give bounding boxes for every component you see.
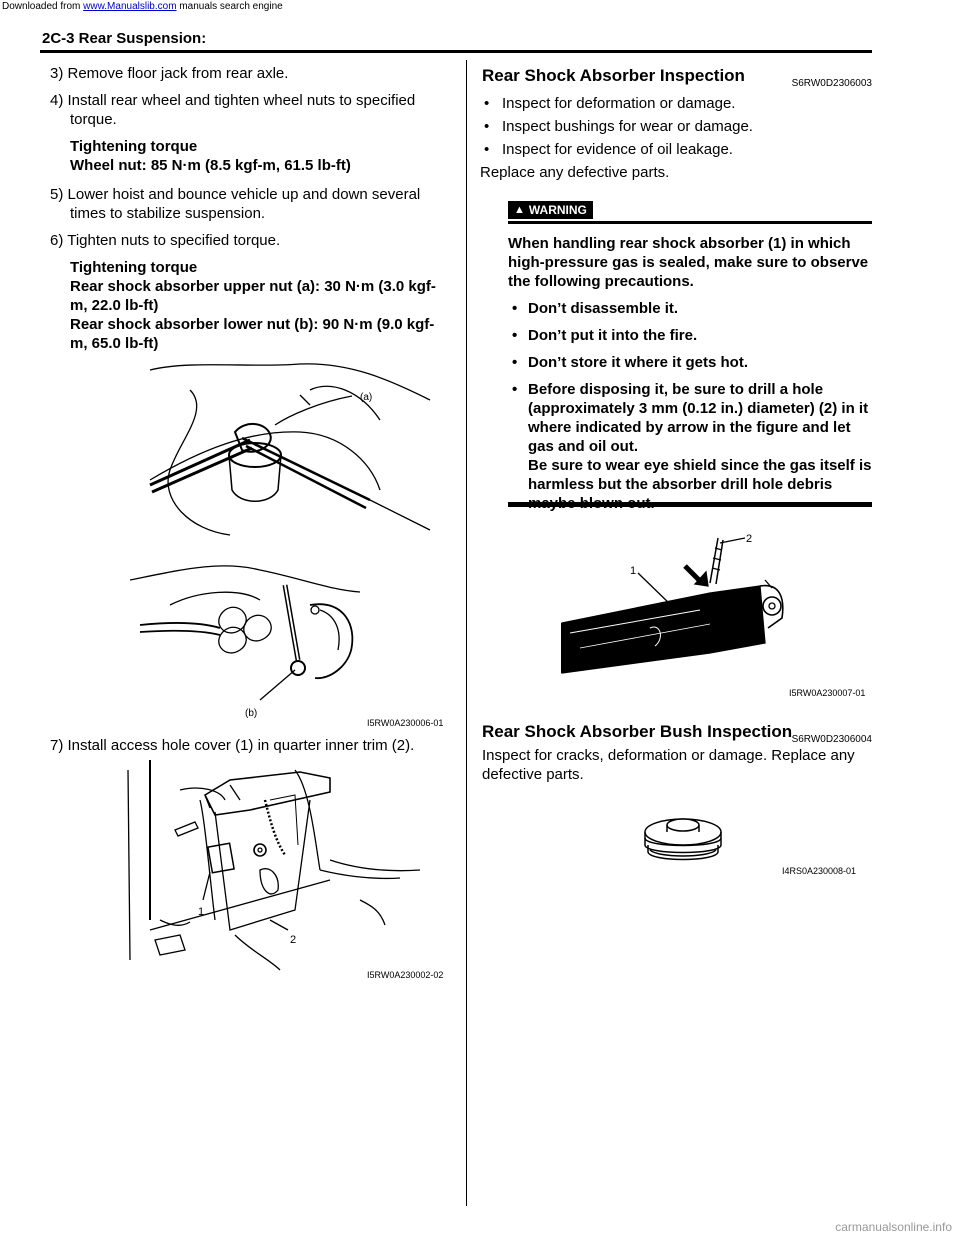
warning-triangle-icon: ▲ xyxy=(514,204,525,216)
figure-label-2: 2 xyxy=(290,934,297,946)
right-column xyxy=(482,66,872,182)
figure-label-2: 2 xyxy=(746,533,753,545)
footer-watermark: carmanualsonline.info xyxy=(835,1220,952,1234)
inspection-bullet: • Inspect for deformation or damage. xyxy=(482,94,872,113)
step-3: 3) Remove floor jack from rear axle. xyxy=(50,65,289,82)
step-7: 7) Install access hole cover (1) in quarter inner trim (2). xyxy=(50,737,415,754)
figure-bush xyxy=(638,810,728,872)
warning-bottom-rule xyxy=(508,502,872,507)
inspection-bullet: • Inspect bushings for wear or damage. xyxy=(482,117,872,136)
figure-code: I5RW0A230002-02 xyxy=(367,970,444,980)
warning-content xyxy=(508,234,872,513)
download-suffix: manuals search engine xyxy=(176,1,283,12)
torque-spec-shock-nuts xyxy=(70,258,450,353)
bush-inspection-text: Inspect for cracks, deformation or damage. Replace any defective parts. xyxy=(482,747,855,783)
header-rule xyxy=(40,50,872,53)
warning-item: • Don’t put it into the fire. xyxy=(508,326,872,345)
warning-item: • Don’t disassemble it. xyxy=(508,299,872,318)
figure-label-1: 1 xyxy=(630,565,637,577)
page-title: 2C-3 Rear Suspension: xyxy=(42,30,207,47)
torque-wheel-nut: Wheel nut: 85 N·m (8.5 kgf-m, 61.5 lb-ft) xyxy=(70,157,351,174)
torque-upper-nut: Rear shock absorber upper nut (a): 30 N·m (3.0 kgf-m, 22.0 lb-ft) xyxy=(70,278,436,314)
figure-shock-absorber-drill xyxy=(560,528,820,698)
warning-item: • Don’t store it where it gets hot. xyxy=(508,353,872,372)
step-5: 5) Lower hoist and bounce vehicle up and down several times to stabilize suspension. xyxy=(50,186,421,222)
torque-title: Tightening torque xyxy=(70,138,198,155)
section-code: S6RW0D2306003 xyxy=(791,78,872,89)
warning-eye-shield-text: Be sure to wear eye shield since the gas itself is harmless but the absorber drill hole debris xyxy=(528,457,872,493)
figure-access-hole-cover xyxy=(120,760,460,980)
section-title-text: Rear Shock Absorber Inspection xyxy=(482,66,745,85)
warning-top-rule xyxy=(508,221,872,224)
figure-label-b: (b) xyxy=(245,708,258,719)
warning-intro: When handling rear shock absorber (1) in which high-pressure gas is sealed, make sure to observe the following precautions. xyxy=(508,235,869,290)
warning-drill-text: Before disposing it, be sure to drill a hole (approximately 3 mm (0.12 in.) diameter) (2) in it where indicated by arrow in the figure and let gas and oil out. xyxy=(528,381,869,455)
figure-code: I5RW0A230007-01 xyxy=(789,688,866,698)
inspection-bullet: • Inspect for evidence of oil leakage. xyxy=(482,140,872,159)
step-4: 4) Install rear wheel and tighten wheel nuts to specified torque. xyxy=(50,92,416,128)
section-bush-inspection xyxy=(482,722,872,784)
warning-label: WARNING xyxy=(528,203,587,217)
warning-item xyxy=(508,380,872,513)
section-title-text: Rear Shock Absorber Bush Inspection xyxy=(482,722,793,741)
download-bar xyxy=(0,0,960,14)
figure-label-1: 1 xyxy=(198,906,205,918)
section-title-shock-inspection xyxy=(482,66,872,90)
figure-label-a: (a) xyxy=(360,392,373,403)
torque-lower-nut: Rear shock absorber lower nut (b): 90 N·m (9.0 kgf-m, 65.0 lb-ft) xyxy=(70,316,435,352)
left-column xyxy=(50,64,450,363)
manualslib-link[interactable]: www.Manualslib.com xyxy=(83,1,177,12)
column-divider xyxy=(466,60,467,1206)
step-6: 6) Tighten nuts to specified torque. xyxy=(50,232,281,249)
figure-code: I5RW0A230006-01 xyxy=(367,718,444,728)
warning-box xyxy=(508,200,872,521)
torque-spec-wheel-nut xyxy=(70,137,450,175)
replace-text: Replace any defective parts. xyxy=(480,164,670,181)
download-prefix: Downloaded from xyxy=(2,1,84,12)
torque-title: Tightening torque xyxy=(70,259,198,276)
section-title-bush-inspection xyxy=(482,722,872,746)
warning-badge xyxy=(508,201,593,219)
section-code: S6RW0D2306004 xyxy=(791,734,872,745)
figure-shock-absorber-nuts xyxy=(130,360,460,732)
figure-code: I4RS0A230008-01 xyxy=(782,866,857,876)
